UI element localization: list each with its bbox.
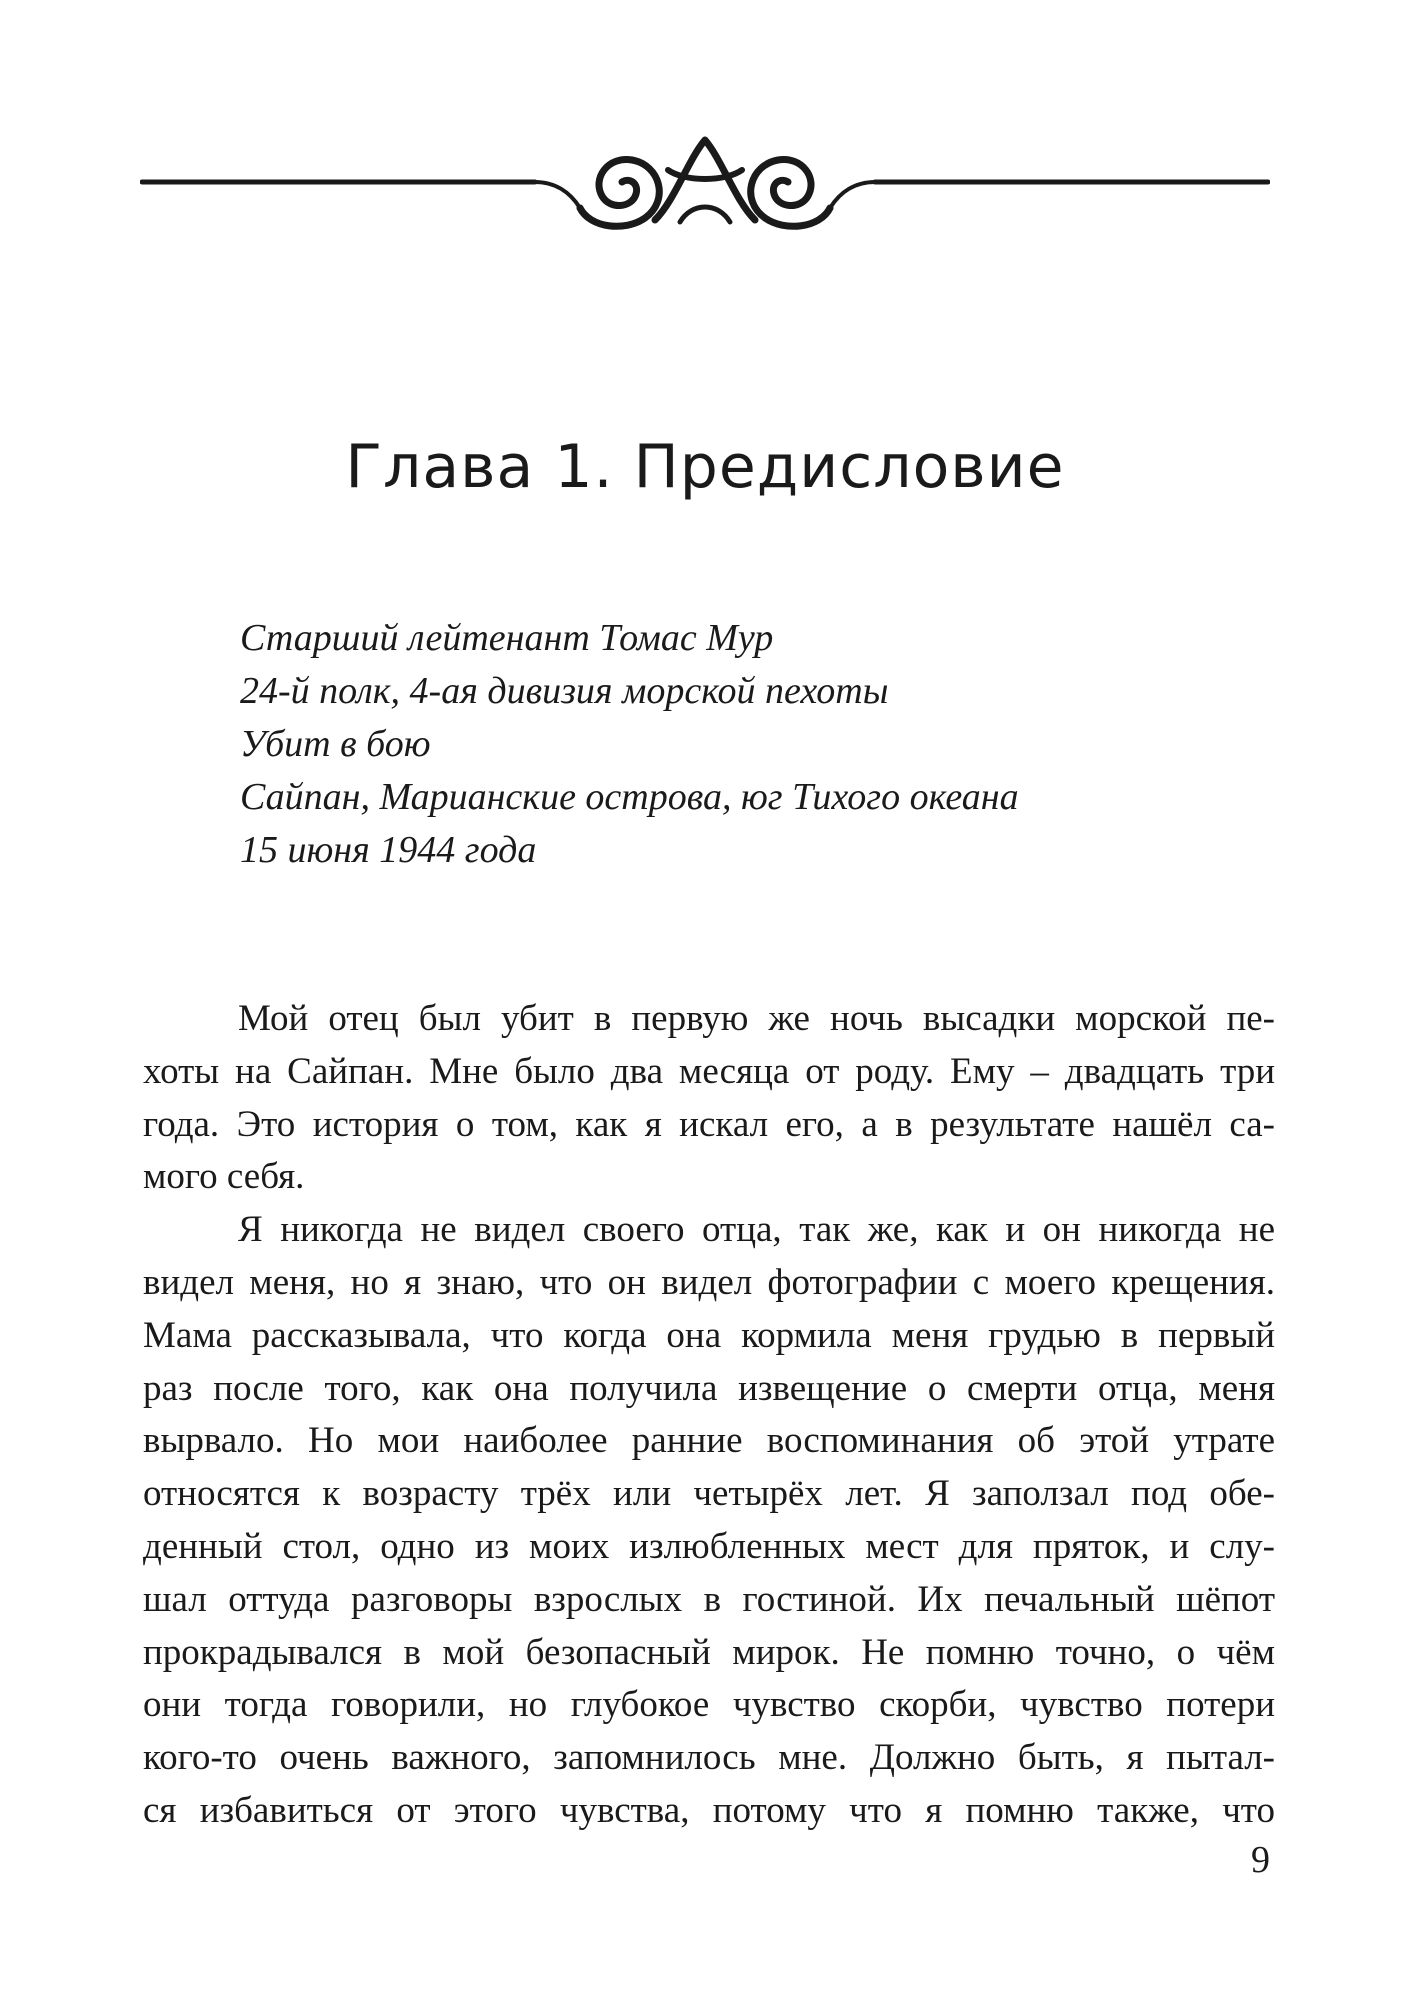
page-number: 9 — [1251, 1839, 1270, 1881]
text-line: мого себя. — [143, 1156, 305, 1198]
epigraph — [240, 612, 1280, 877]
epigraph-line: Убит в бою — [240, 723, 431, 765]
body-text — [143, 993, 1275, 1838]
text-line: ся избавиться от этого чувства, потому что я помню также, что — [143, 1789, 1275, 1831]
text-line: прокрадывался в мой безопасный мирок. Не помню точно, о чём — [143, 1631, 1275, 1673]
text-line: раз после того, как она получила извещение о смерти отца, меня — [143, 1367, 1275, 1409]
epigraph-line: Сайпан, Марианские острова, юг Тихого океана — [240, 776, 1019, 818]
epigraph-line: Старший лейтенант Томас Мур — [240, 617, 774, 659]
text-line: они тогда говорили, но глубокое чувство скорби, чувство потери — [143, 1684, 1275, 1726]
text-line: хоты на Сайпан. Мне было два месяца от роду. Ему – двадцать три — [143, 1050, 1275, 1092]
epigraph-line: 24-й полк, 4-ая дивизия морской пехоты — [240, 670, 889, 712]
text-line: Я никогда не видел своего отца, так же, как и он никогда не — [238, 1209, 1275, 1251]
text-line: относятся к возрасту трёх или четырёх лет. Я заползал под обе- — [143, 1473, 1275, 1515]
text-line: шал оттуда разговоры взрослых в гостиной. Их печальный шёпот — [143, 1578, 1275, 1620]
epigraph-line: 15 июня 1944 года — [240, 829, 537, 871]
text-line: видел меня, но я знаю, что он видел фотографии с моего крещения. — [143, 1261, 1275, 1303]
text-line: вырвало. Но мои наиболее ранние воспоминания об этой утрате — [143, 1420, 1275, 1462]
text-line: года. Это история о том, как я искал его, а в результате нашёл са- — [143, 1103, 1275, 1145]
text-line: Мама рассказывала, что когда она кормила меня грудью в первый — [143, 1314, 1275, 1356]
chapter-title: Глава 1. Предисловие — [345, 432, 1065, 502]
scroll-ornament-icon — [140, 130, 1270, 240]
paragraph — [143, 993, 1275, 1204]
text-line: Мой отец был убит в первую же ночь высадки морской пе- — [238, 998, 1275, 1039]
text-line: денный стол, одно из моих излюбленных мест для пряток, и слу- — [143, 1525, 1275, 1567]
text-line: кого-то очень важного, запомнилось мне. Должно быть, я пытал- — [143, 1737, 1275, 1779]
paragraph — [143, 1204, 1275, 1838]
